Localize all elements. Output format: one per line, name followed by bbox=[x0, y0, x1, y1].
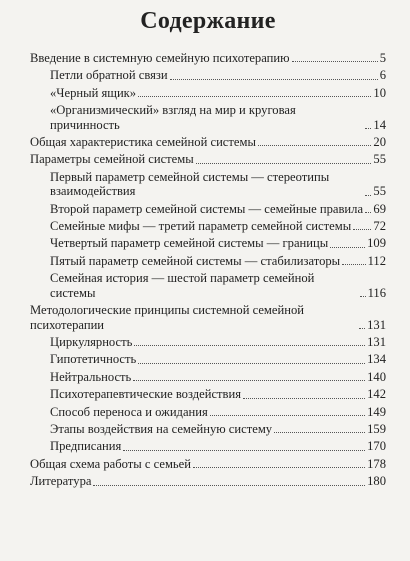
toc-entry-page: 178 bbox=[367, 456, 386, 471]
toc-entry bbox=[30, 474, 386, 488]
toc-entry-page: 116 bbox=[367, 285, 386, 300]
toc-entry-page: 72 bbox=[373, 219, 386, 234]
toc-entry-page: 159 bbox=[367, 421, 386, 436]
toc-entry-page: 112 bbox=[367, 253, 386, 268]
toc-entry-title: Введение в системную семейную психотерапию bbox=[30, 51, 290, 65]
toc-entry-page: 131 bbox=[367, 317, 386, 332]
toc-entry bbox=[30, 335, 386, 349]
toc-entry-page: 131 bbox=[367, 334, 386, 349]
toc-entry bbox=[30, 439, 386, 453]
toc-entry bbox=[30, 254, 386, 268]
toc-entry-page: 5 bbox=[379, 51, 386, 65]
toc-entry-title: Методологические принципы системной семейной психотерапии bbox=[30, 303, 304, 332]
dot-leader bbox=[274, 432, 365, 433]
toc-entry bbox=[30, 152, 386, 166]
toc-entry-page: 55 bbox=[373, 184, 386, 199]
dot-leader bbox=[330, 247, 365, 248]
toc-entry bbox=[30, 170, 386, 199]
dot-leader bbox=[138, 363, 365, 364]
toc-entry bbox=[30, 51, 386, 65]
dot-leader bbox=[210, 415, 365, 416]
toc-entry-title: Психотерапевтические воздействия bbox=[50, 387, 242, 402]
toc-entry bbox=[30, 135, 386, 149]
toc-entry bbox=[30, 370, 386, 384]
toc-entry-title: Общая характеристика семейной системы bbox=[30, 135, 256, 150]
toc-entry-title: Второй параметр семейной системы — семейные правила bbox=[50, 201, 364, 216]
toc-entry-title: Семейная история — шестой параметр семейной системы bbox=[50, 271, 315, 300]
page-title: Содержание bbox=[140, 8, 276, 34]
dot-leader bbox=[243, 398, 365, 399]
toc-entry-title: «Организмический» взгляд на мир и круговая причинность bbox=[50, 103, 296, 132]
toc-entry-title: Литература bbox=[30, 474, 92, 489]
toc-entry bbox=[30, 352, 386, 366]
toc-entry-page: 142 bbox=[367, 387, 386, 402]
toc-entry-page: 134 bbox=[367, 352, 386, 367]
toc-entry-page: 6 bbox=[379, 68, 386, 83]
toc-entry-page: 14 bbox=[373, 117, 386, 132]
toc-entry-title: Этапы воздействия на семейную систему bbox=[50, 421, 273, 436]
toc-entry-page: 20 bbox=[373, 135, 386, 150]
toc-entry-page: 109 bbox=[367, 236, 386, 251]
toc-entry-title: Предписания bbox=[50, 439, 122, 454]
dot-leader bbox=[193, 467, 365, 468]
toc-entry bbox=[30, 387, 386, 401]
dot-leader bbox=[365, 128, 371, 129]
toc-entry-title: Пятый параметр семейной системы — стабилизаторы bbox=[50, 253, 341, 268]
toc-entry-title: Нейтральность bbox=[50, 369, 132, 384]
dot-leader bbox=[134, 345, 365, 346]
toc-entry bbox=[30, 236, 386, 250]
dot-leader bbox=[258, 145, 371, 146]
toc-entry-page: 149 bbox=[367, 404, 386, 419]
dot-leader bbox=[292, 61, 378, 62]
dot-leader bbox=[196, 163, 372, 164]
toc-entry-title: Семейные мифы — третий параметр семейной системы bbox=[50, 219, 352, 234]
toc-entry-title: Четвертый параметр семейной системы — границы bbox=[50, 236, 329, 251]
toc-entry bbox=[30, 303, 386, 332]
dot-leader bbox=[365, 195, 371, 196]
toc-entry-page: 140 bbox=[367, 369, 386, 384]
toc-entry-title: «Черный ящик» bbox=[50, 85, 137, 100]
toc-entry-title: Общая схема работы с семьей bbox=[30, 456, 192, 471]
toc-entry bbox=[30, 457, 386, 471]
toc-entry-title: Первый параметр семейной системы — стереотипы взаимодействия bbox=[50, 169, 330, 199]
dot-leader bbox=[342, 264, 365, 265]
toc-entry-title: Циркулярность bbox=[50, 334, 133, 349]
dot-leader bbox=[360, 296, 366, 297]
toc-entry-title: Параметры семейной системы bbox=[30, 152, 194, 167]
toc-entry-title: Способ переноса и ожидания bbox=[50, 404, 208, 419]
dot-leader bbox=[365, 212, 371, 213]
toc-entry bbox=[30, 86, 386, 100]
toc-entry-title: Петли обратной связи bbox=[50, 68, 168, 83]
toc-entry-page: 170 bbox=[367, 439, 386, 454]
table-of-contents bbox=[30, 51, 386, 489]
dot-leader bbox=[123, 450, 365, 451]
dot-leader bbox=[138, 96, 371, 97]
toc-entry bbox=[30, 405, 386, 419]
dot-leader bbox=[353, 229, 371, 230]
toc-entry bbox=[30, 271, 386, 300]
dot-leader bbox=[170, 79, 378, 80]
toc-entry bbox=[30, 68, 386, 82]
toc-entry bbox=[30, 202, 386, 216]
toc-entry-page: 55 bbox=[373, 152, 386, 167]
toc-entry-page: 180 bbox=[367, 474, 386, 489]
toc-entry bbox=[30, 422, 386, 436]
toc-entry-title: Гипотетичность bbox=[50, 352, 137, 367]
dot-leader bbox=[93, 485, 365, 486]
toc-entry bbox=[30, 103, 386, 132]
dot-leader bbox=[133, 380, 365, 381]
dot-leader bbox=[359, 328, 365, 329]
toc-entry-page: 10 bbox=[373, 85, 386, 100]
toc-entry-page: 69 bbox=[373, 201, 386, 216]
toc-entry bbox=[30, 219, 386, 233]
